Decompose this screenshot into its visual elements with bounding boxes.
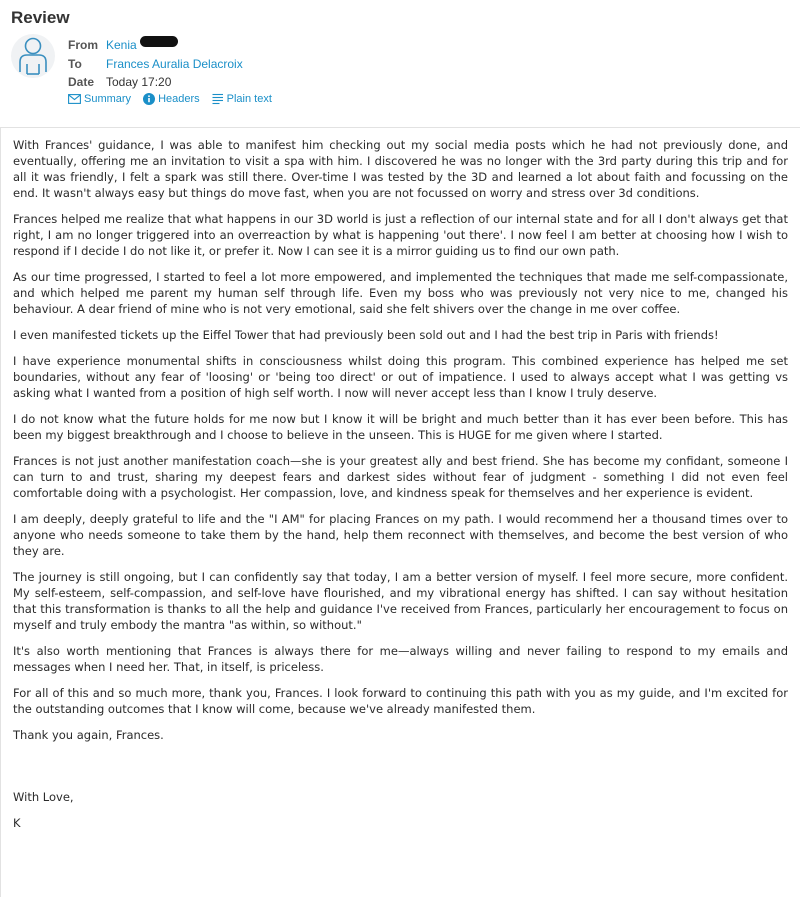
date-label: Date	[68, 75, 95, 89]
recipient-name[interactable]: Frances Auralia Delacroix	[106, 56, 243, 71]
email-subject: Review	[11, 8, 70, 27]
plain-text-link[interactable]	[212, 93, 272, 105]
user-icon	[18, 36, 48, 76]
body-paragraph: For all of this and so much more, thank you, Frances. I look forward to continuing this path with you as my guide, and I'm excited for the outstanding outcomes that I know will come, because we've already manifested them.	[13, 686, 788, 716]
body-paragraph: Frances is not just another manifestation coach—she is your greatest ally and best friend. She has become my confidant, someone I can turn to and trust, sharing my deepest fears and darkest sides without fear of judgment - something I did not even feel comfortable doing with a psychologist. Her compassion, love, and kindness speak for themselves and her experience is evident.	[13, 454, 788, 500]
body-paragraph: The journey is still ongoing, but I can confidently say that today, I am a better version of myself. I feel more secure, more confident. My self-esteem, self-compassion, and self-love have flourished, and my vibrational energy has shifted. I can say without hesitation that this transformation is thanks to all the help and guidance I've received from Frances, particularly her encouragement to focus on myself and truly embody the mantra "as within, so without."	[13, 570, 788, 632]
avatar	[11, 34, 55, 78]
signature-spacer	[13, 753, 788, 789]
signoff: With Love,	[13, 790, 74, 804]
body-paragraph: Thank you again, Frances.	[13, 728, 164, 742]
email-header	[68, 36, 243, 92]
to-label: To	[68, 56, 82, 71]
signature: K	[13, 816, 21, 830]
text-lines-icon	[212, 93, 224, 105]
body-paragraph: Frances helped me realize that what happens in our 3D world is just a reflection of our internal state and for all I don't always get that right, I am no longer triggered into an overreaction by what is happening 'out there'. I now feel I am better at choosing how I wish to respond if I decide I do not like it, or prefer it. Now I can see it is a mirror guiding us to find our own path.	[13, 212, 788, 258]
envelope-icon	[68, 94, 81, 104]
info-icon	[143, 93, 155, 105]
redacted-email	[140, 36, 178, 47]
body-paragraph: I am deeply, deeply grateful to life and the "I AM" for placing Frances on my path. I would recommend her a thousand times over to anyone who needs someone to take them by the hand, help them reconnect with themselves, and become the best version of who they are.	[13, 512, 788, 558]
body-paragraph: I even manifested tickets up the Eiffel Tower that had previously been sold out and I had the best trip in Paris with friends!	[13, 328, 719, 342]
body-paragraph: As our time progressed, I started to feel a lot more empowered, and implemented the techniques that made me self-compassionate, and which helped me parent my human self through life. Even my boss who was previously not very nice to me, changed his behaviour. A dear friend of mine who is not very emotional, said she felt shivers over the change in me over coffee.	[13, 270, 788, 316]
headers-label: Headers	[158, 93, 200, 105]
date-value: Today 17:20	[106, 75, 172, 89]
body-paragraph: I have experience monumental shifts in consciousness whilst doing this program. This combined experience has helped me set boundaries, without any fear of 'loosing' or 'being too direct' or out of impatience. I used to always accept what I was getting vs asking what I wanted from a position of high self worth. I now will never accept less than I know I truly deserve.	[13, 354, 788, 400]
plain-text-label: Plain text	[226, 93, 272, 105]
from-row	[68, 36, 243, 55]
body-paragraph: It's also worth mentioning that Frances is always there for me—always willing and never failing to respond to my emails and messages when I need her. That, in itself, is priceless.	[13, 644, 788, 674]
body-paragraph: I do not know what the future holds for me now but I know it will be bright and much better than it has ever been before. This has been my biggest breakthrough and I choose to believe in the unseen. This is HUGE for me given where I started.	[13, 412, 788, 442]
summary-link[interactable]	[68, 93, 131, 105]
message-body	[13, 137, 788, 841]
sender-name[interactable]: Kenia	[106, 38, 137, 52]
date-row	[68, 73, 243, 92]
from-label: From	[68, 38, 98, 52]
view-links	[68, 93, 272, 105]
to-row	[68, 55, 243, 74]
summary-label: Summary	[84, 93, 132, 105]
headers-link[interactable]	[143, 93, 200, 105]
body-paragraph: With Frances' guidance, I was able to manifest him checking out my social media posts which he had not previously done, and eventually, offering me an invitation to visit a spa with him. I discovered he was no longer with the 3rd party during this trip and for all it was friendly, I felt a spark was still there. Over-time I was tested by the 3D and learned a lot about faith and focussing on the end. It wasn't always easy but things do move fast, when you are not focussed on worry and stress over 3d conditions.	[13, 138, 788, 200]
